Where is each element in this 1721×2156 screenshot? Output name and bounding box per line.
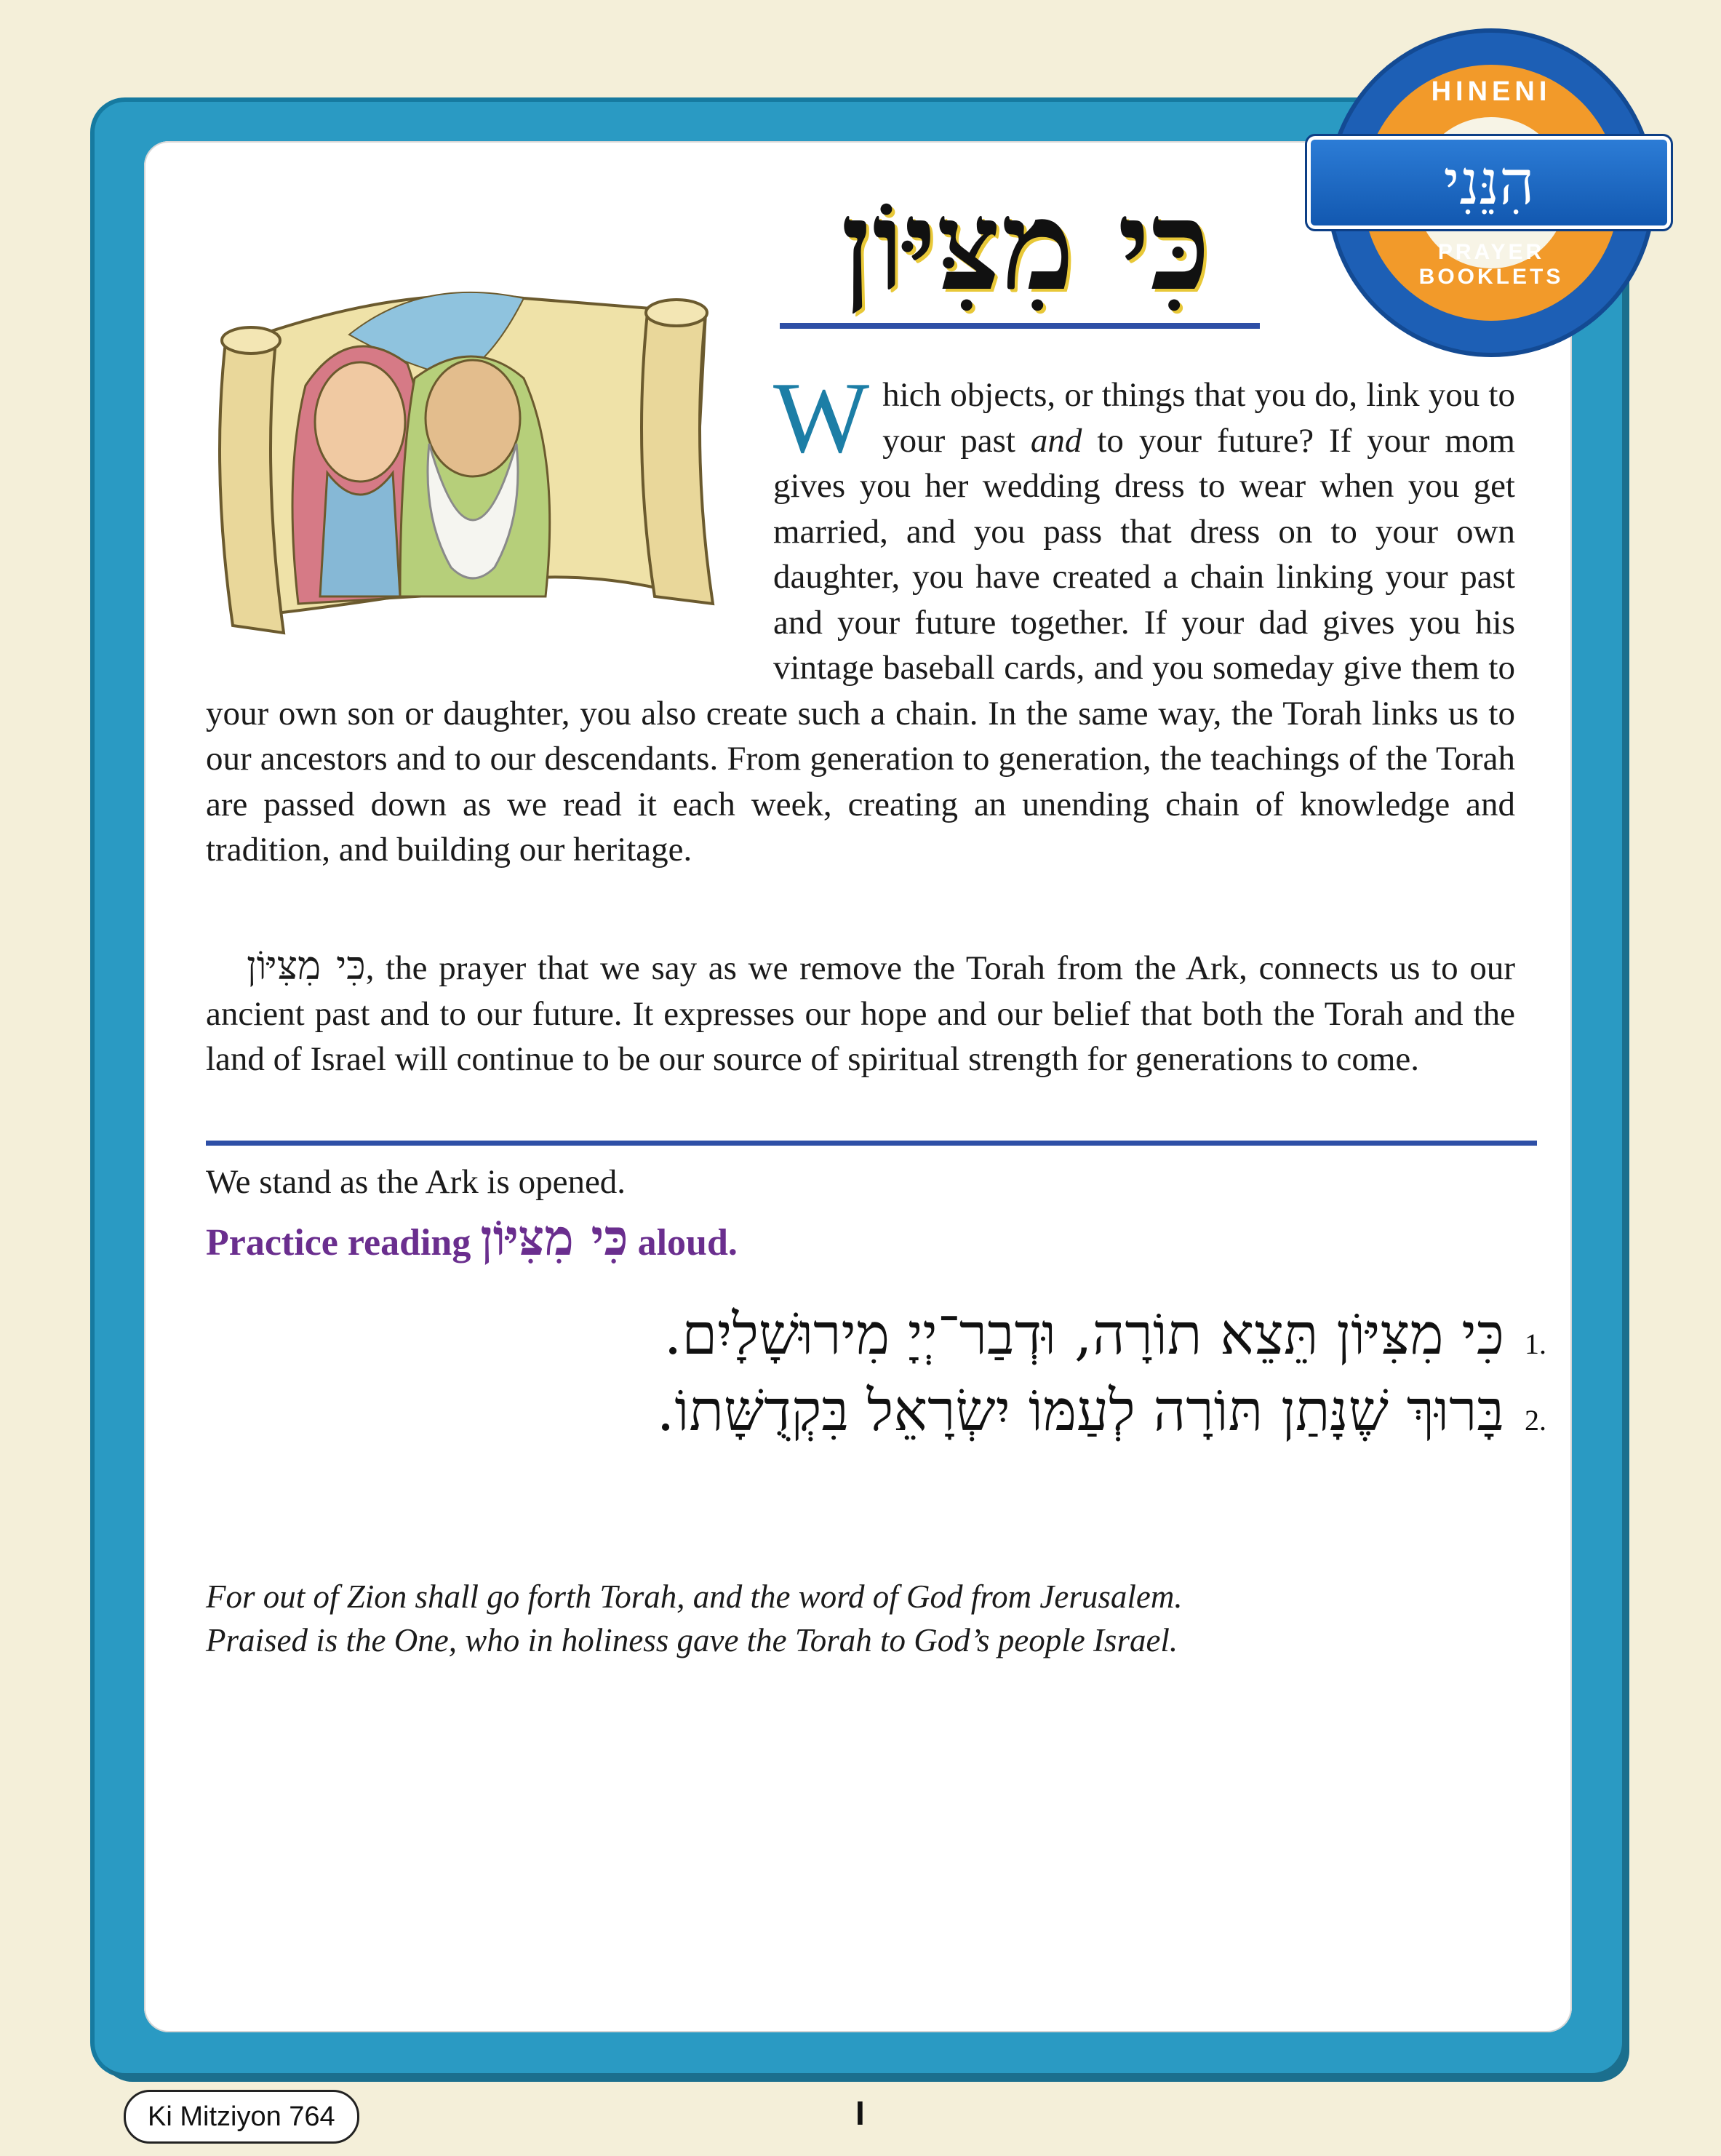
hebrew-line-text: כִּי מִצִּיּוֹן תֵּצֵא תוֹרָה, וּדְבַר־יְיָ מִירוּשָׁלָיִם.: [663, 1302, 1504, 1368]
line-number: .2: [1525, 1404, 1546, 1437]
intro-lead: hich objects, or things that you do, link you to your past: [882, 376, 1515, 460]
title-divider: [780, 323, 1260, 329]
translation-line-2: Praised is the One, who in holiness gave the Torah to God’s people Israel.: [206, 1622, 1178, 1658]
intro-paragraph: [206, 362, 1515, 873]
practice-instruction: [206, 1209, 738, 1267]
hebrew-line-text: בָּרוּךְ שֶׁנָּתַן תּוֹרָה לְעַמּוֹ יִשְׂרָאֵל בִּקְדֻשָּׁתוֹ.: [656, 1378, 1504, 1444]
translation-line-1: For out of Zion shall go forth Torah, and the word of God from Jerusalem.: [206, 1578, 1183, 1615]
badge-hebrew-bar: הִנֵּנִי: [1311, 140, 1667, 225]
section-divider: [206, 1141, 1537, 1146]
practice-after: aloud.: [637, 1222, 738, 1263]
footer-label: Ki Mitziyon 764: [124, 2090, 359, 2144]
hebrew-line-2: [657, 1378, 1546, 1444]
line-number: .1: [1525, 1327, 1546, 1360]
english-translation: [206, 1575, 1183, 1662]
intro-rest: to your future? If your mom gives you her wedding dress to wear when you get married, and you pass that dress on to your own daughter, you have created a chain linking your past and your future together. If your dad gives you his vintage baseball cards, and you someday give them to your own son or daughter, you also create such a chain. In the same way, the Torah links us to our ancestors and to our descendants. From generation to generation, the teachings of the Torah are passed down as we read it each week, creating an unending chain of knowledge and tradition, and building our heritage.: [206, 421, 1515, 869]
page-title: כִּי מִצִּיּוֹן: [840, 173, 1211, 319]
stand-instruction: We stand as the Ark is opened.: [206, 1163, 626, 1201]
prayer-paragraph-text: , the prayer that we say as we remove the Torah from the Ark, connects us to our ancient past and to our future. It expresses our hope and our belief that both the Torah and the land of Israel will continue to be our source of spiritual strength for generations to come.: [206, 949, 1516, 1078]
drop-cap: W: [773, 362, 870, 474]
illustration-wrap-space: [206, 372, 773, 667]
prayer-name-hebrew: כִּי מִצִּיּוֹן: [247, 943, 366, 989]
badge-top-text: HINENI: [1431, 76, 1552, 107]
intro-emphasis: and: [1030, 421, 1082, 460]
page-number: I: [855, 2094, 865, 2132]
practice-hebrew: כִּי מִצִּיּוֹן: [480, 1209, 628, 1267]
badge-bottom-text: PRAYER BOOKLETS: [1418, 240, 1564, 289]
practice-before: Practice reading: [206, 1222, 471, 1263]
hebrew-line-1: [664, 1302, 1546, 1368]
prayer-paragraph: [206, 943, 1515, 1082]
